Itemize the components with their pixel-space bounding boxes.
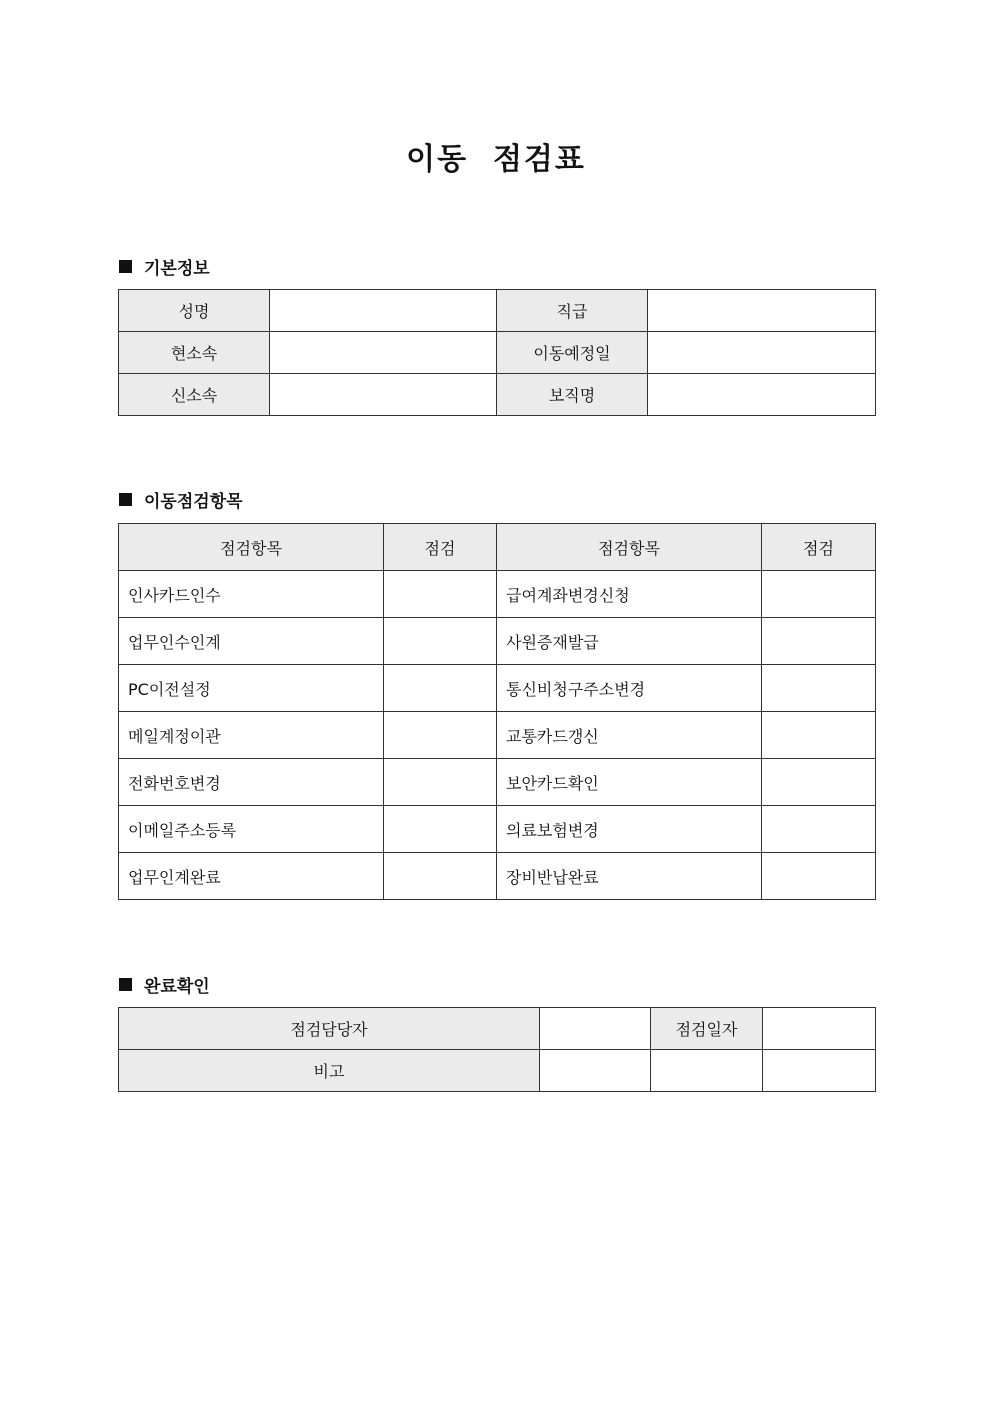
- note-label: 비고: [119, 1050, 540, 1092]
- column-header-check: 점검: [762, 524, 876, 571]
- current-dept-label: 현소속: [119, 332, 270, 374]
- square-bullet-icon: [119, 493, 132, 506]
- check-cell[interactable]: [384, 665, 497, 712]
- new-dept-field[interactable]: [270, 374, 497, 416]
- section-title: 기본정보: [144, 259, 210, 279]
- check-item: 교통카드갱신: [497, 712, 762, 759]
- section-title: 완료확인: [144, 977, 210, 997]
- table-row: [119, 374, 876, 416]
- check-cell[interactable]: [762, 618, 876, 665]
- check-cell[interactable]: [762, 571, 876, 618]
- check-item: 업무인수인계: [119, 618, 384, 665]
- position-field[interactable]: [648, 290, 876, 332]
- table-row: [119, 290, 876, 332]
- column-header-check: 점검: [384, 524, 497, 571]
- check-cell[interactable]: [762, 806, 876, 853]
- table-row: [119, 853, 876, 900]
- check-cell[interactable]: [384, 618, 497, 665]
- table-row: [119, 759, 876, 806]
- check-item: 보안카드확인: [497, 759, 762, 806]
- check-cell[interactable]: [384, 806, 497, 853]
- check-cell[interactable]: [762, 853, 876, 900]
- note-field[interactable]: [540, 1050, 651, 1092]
- table-header-row: [119, 524, 876, 571]
- new-dept-label: 신소속: [119, 374, 270, 416]
- transfer-date-label: 이동예정일: [497, 332, 648, 374]
- check-cell[interactable]: [762, 712, 876, 759]
- current-dept-field[interactable]: [270, 332, 497, 374]
- check-cell[interactable]: [384, 853, 497, 900]
- inspection-date-label: 점검일자: [651, 1008, 763, 1050]
- check-cell[interactable]: [384, 571, 497, 618]
- square-bullet-icon: [119, 978, 132, 991]
- table-row: [119, 806, 876, 853]
- column-header-item: 점검항목: [497, 524, 762, 571]
- check-item: 통신비청구주소변경: [497, 665, 762, 712]
- check-item: PC이전설정: [119, 665, 384, 712]
- check-item: 의료보험변경: [497, 806, 762, 853]
- inspector-label: 점검담당자: [119, 1008, 540, 1050]
- checklist-table: [118, 523, 876, 900]
- table-row: [119, 712, 876, 759]
- page-title: 이동 점검표: [406, 142, 586, 177]
- check-cell[interactable]: [384, 712, 497, 759]
- section-heading-checklist: [119, 487, 243, 512]
- square-bullet-icon: [119, 260, 132, 273]
- check-item: 메일계정이관: [119, 712, 384, 759]
- check-item: 업무인계완료: [119, 853, 384, 900]
- basic-info-table: [118, 289, 876, 416]
- table-row: [119, 1050, 876, 1092]
- check-item: 인사카드인수: [119, 571, 384, 618]
- check-item: 급여계좌변경신청: [497, 571, 762, 618]
- section-title: 이동점검항목: [144, 492, 243, 512]
- check-item: 장비반납완료: [497, 853, 762, 900]
- note-field[interactable]: [651, 1050, 763, 1092]
- role-label: 보직명: [497, 374, 648, 416]
- section-heading-completion: [119, 972, 210, 997]
- note-field[interactable]: [763, 1050, 876, 1092]
- name-label: 성명: [119, 290, 270, 332]
- name-field[interactable]: [270, 290, 497, 332]
- check-cell[interactable]: [384, 759, 497, 806]
- inspector-field[interactable]: [540, 1008, 651, 1050]
- table-row: [119, 1008, 876, 1050]
- role-field[interactable]: [648, 374, 876, 416]
- column-header-item: 점검항목: [119, 524, 384, 571]
- table-row: [119, 332, 876, 374]
- table-row: [119, 618, 876, 665]
- check-item: 사원증재발급: [497, 618, 762, 665]
- completion-table: [118, 1007, 876, 1092]
- check-cell[interactable]: [762, 759, 876, 806]
- table-row: [119, 665, 876, 712]
- check-item: 이메일주소등록: [119, 806, 384, 853]
- transfer-date-field[interactable]: [648, 332, 876, 374]
- check-cell[interactable]: [762, 665, 876, 712]
- position-label: 직급: [497, 290, 648, 332]
- section-heading-basic: [119, 254, 210, 279]
- inspection-date-field[interactable]: [763, 1008, 876, 1050]
- table-row: [119, 571, 876, 618]
- check-item: 전화번호변경: [119, 759, 384, 806]
